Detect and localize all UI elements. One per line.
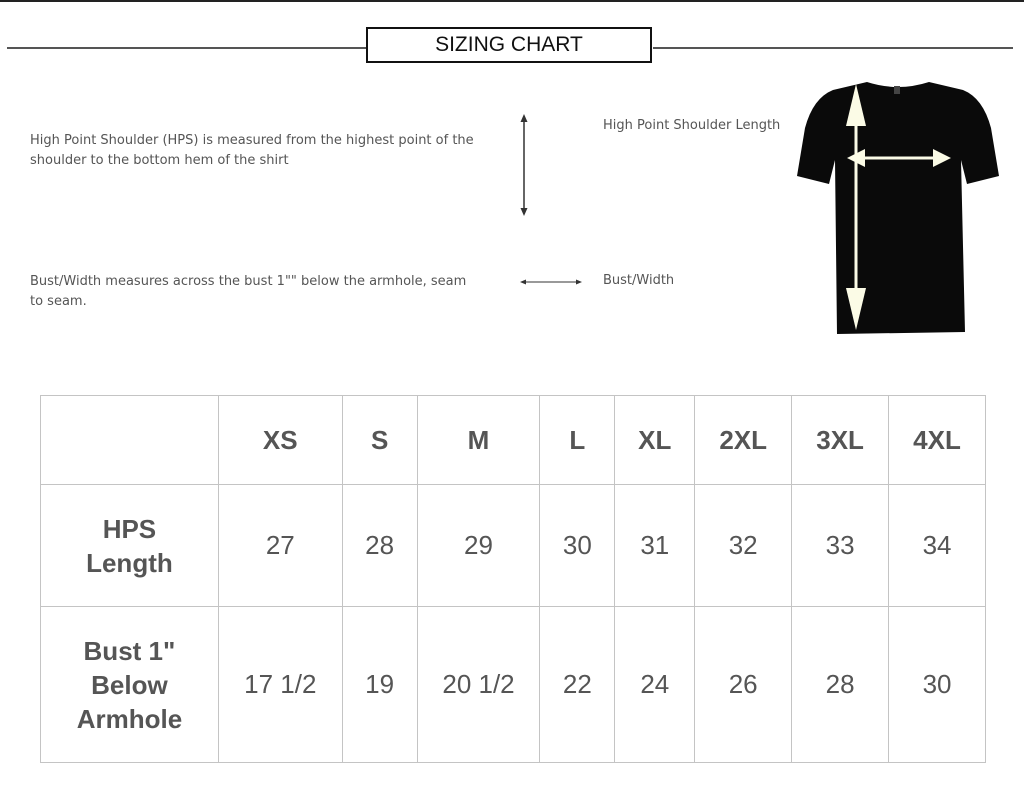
row-label-line: HPS [102,513,157,544]
hps-description: High Point Shoulder (HPS) is measured from the highest point of the shoulder to the bottom hem of the shirt [30,133,474,168]
title-rule-right [653,47,1013,49]
page-title: SIZING CHART [366,27,652,63]
table-cell: 28 [342,485,417,607]
table-cell: 33 [792,485,889,607]
row-label-line: Length [86,547,173,578]
header-cell-xl: XL [615,396,695,485]
header-cell-l: L [540,396,615,485]
table-cell: 26 [695,607,792,763]
row-label-line: Armhole [76,703,183,734]
table-row [41,607,986,763]
table-cell: 27 [218,485,342,607]
table-cell: 17 1/2 [218,607,342,763]
tshirt-measurement-icon [795,78,1001,336]
table-cell: 30 [889,607,986,763]
table-header-row [41,396,986,485]
table-cell: 20 1/2 [417,607,540,763]
table-cell: 31 [615,485,695,607]
row-label-bust-below-armhole [41,607,219,763]
row-label-hps-length [41,485,219,607]
table-cell: 34 [889,485,986,607]
table-cell: 30 [540,485,615,607]
bust-description: Bust/Width measures across the bust 1"" below the armhole, seam to seam. [30,274,467,309]
table-cell: 32 [695,485,792,607]
header-cell-2xl: 2XL [695,396,792,485]
row-label-line: Below [91,669,168,700]
table-cell: 22 [540,607,615,763]
hps-legend-label: High Point Shoulder Length [603,118,781,133]
table-cell: 29 [417,485,540,607]
header-cell-4xl: 4XL [889,396,986,485]
horizontal-double-arrow-icon [520,276,582,288]
header-cell-3xl: 3XL [792,396,889,485]
title-rule-left [7,47,367,49]
header-cell-empty [41,396,219,485]
header-cell-xs: XS [218,396,342,485]
table-row [41,485,986,607]
header-cell-m: M [417,396,540,485]
table-cell: 19 [342,607,417,763]
sizing-table [40,395,986,763]
row-label-line: Bust 1" [83,635,176,666]
top-border [0,0,1024,2]
table-cell: 28 [792,607,889,763]
vertical-double-arrow-icon [518,114,530,216]
table-cell: 24 [615,607,695,763]
header-cell-s: S [342,396,417,485]
bust-legend-label: Bust/Width [603,273,675,288]
